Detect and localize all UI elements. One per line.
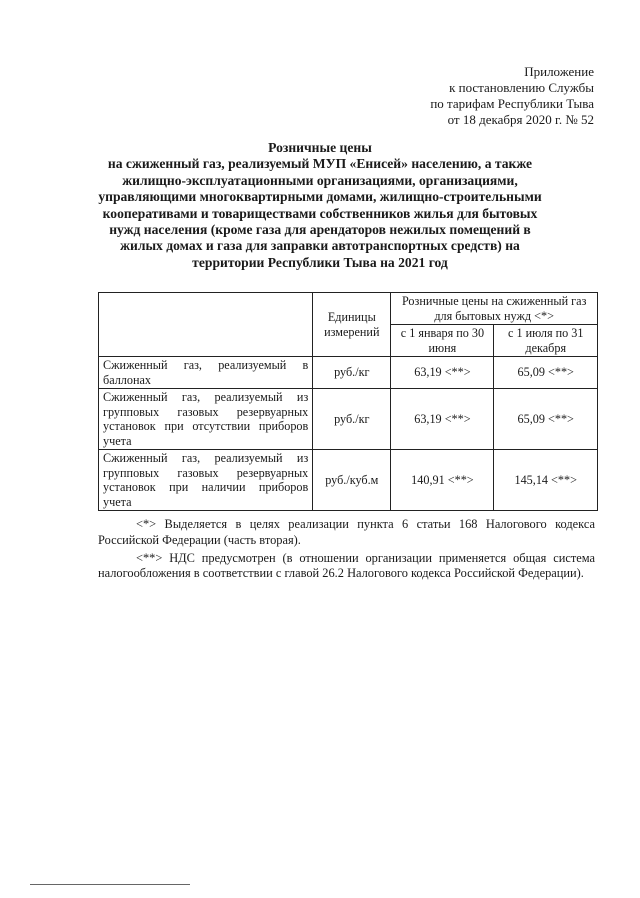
title-line: территории Республики Тыва на 2021 год — [192, 254, 448, 270]
title-line: управляющими многоквартирными домами, жилищно-строительными — [98, 189, 542, 205]
row-unit: руб./кг — [313, 389, 391, 450]
row-name: Сжиженный газ, реализуемый из групповых газовых резервуарных установок при наличии приборов учета — [99, 450, 313, 511]
appendix-line: по тарифам Республики Тыва — [430, 96, 594, 111]
title-line: Розничные цены — [268, 140, 372, 155]
price-table — [98, 292, 598, 511]
header-period-1: с 1 января по 30 июня — [391, 325, 494, 357]
table-row — [99, 357, 598, 389]
table-row — [99, 450, 598, 511]
title-line: жилищно-эксплуатационными организациями, организациями, — [122, 172, 518, 188]
title-line: жилых домах и газа для заправки автотранспортных средств) на — [120, 238, 520, 254]
row-price-2: 145,14 <**> — [494, 450, 598, 511]
row-price-1: 63,19 <**> — [391, 357, 494, 389]
footnote-vat-included: <**> НДС предусмотрен (в отношении организации применяется общая система налогообложения в соответствии с главой 26.2 Налогового кодекса Российской Федерации). — [98, 550, 595, 581]
appendix-line: от 18 декабря 2020 г. № 52 — [447, 112, 594, 127]
row-name: Сжиженный газ, реализуемый в баллонах — [99, 357, 313, 389]
row-name: Сжиженный газ, реализуемый из групповых газовых резервуарных установок при отсутствии приборов учета — [99, 389, 313, 450]
header-units: Единицы измерений — [313, 293, 391, 357]
header-period-2: с 1 июля по 31 декабря — [494, 325, 598, 357]
header-prices-group: Розничные цены на сжиженный газ для бытовых нужд <*> — [391, 293, 598, 325]
footnote-vat-allocation: <*> Выделяется в целях реализации пункта 6 статьи 168 Налогового кодекса Российской Федерации (часть вторая). — [98, 517, 595, 547]
row-price-1: 140,91 <**> — [391, 450, 494, 511]
appendix-block — [430, 64, 594, 128]
table-header-row — [99, 293, 598, 325]
table-row — [99, 389, 598, 450]
title-line: нужд населения (кроме газа для арендаторов нежилых помещений в — [109, 222, 531, 238]
appendix-line: к постановлению Службы — [449, 80, 594, 95]
page-bottom-rule — [30, 884, 190, 885]
row-price-1: 63,19 <**> — [391, 389, 494, 450]
appendix-line: Приложение — [524, 64, 594, 79]
row-price-2: 65,09 <**> — [494, 389, 598, 450]
title-line: кооперативами и товариществами собственников жилья для бытовых — [102, 205, 538, 221]
footnotes — [98, 517, 595, 584]
row-unit: руб./кг — [313, 357, 391, 389]
row-price-2: 65,09 <**> — [494, 357, 598, 389]
title-line: на сжиженный газ, реализуемый МУП «Енисей» населению, а также — [107, 156, 533, 172]
row-unit: руб./куб.м — [313, 450, 391, 511]
document-title — [90, 140, 550, 271]
header-empty-cell — [99, 293, 313, 357]
